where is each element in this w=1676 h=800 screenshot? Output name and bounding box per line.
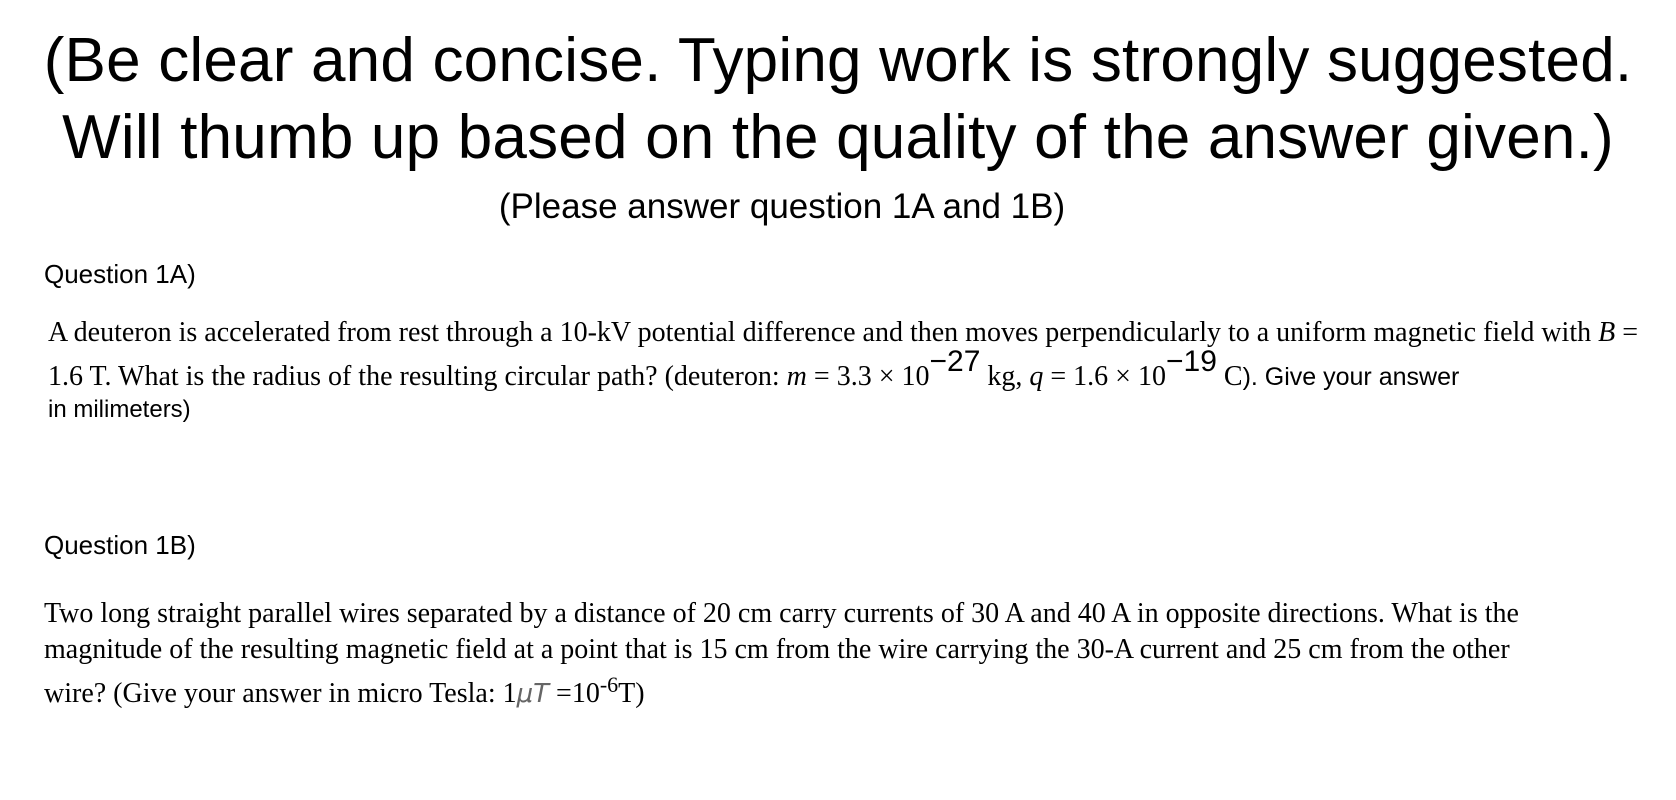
- banner-line-2: Will thumb up based on the quality of the answer given.): [62, 103, 1614, 172]
- micro-tesla-symbol: μT: [516, 679, 550, 709]
- instruction-subtitle: [0, 186, 1676, 228]
- question-1a-text: [48, 311, 1648, 425]
- q1a-text-part5: = 1.6 × 10: [1043, 361, 1166, 392]
- q1b-exponent: -6: [599, 671, 619, 697]
- instruction-text: (Please answer question 1A and 1B): [498, 187, 1066, 226]
- q1a-text-part2: = 1.6 T. What is the radius of the resulting circular path? (deuteron:: [48, 317, 1639, 392]
- q1b-line3-part3: T): [618, 678, 645, 709]
- instruction-banner: [0, 22, 1676, 176]
- question-1a-heading: Question 1A): [44, 259, 196, 289]
- banner-line-1: (Be clear and concise. Typing work is strongly suggested.: [43, 26, 1633, 95]
- q1a-text-part1: A deuteron is accelerated from rest through a 10-kV potential difference and then moves perpendicularly to a uniform magnetic field with: [48, 317, 1599, 348]
- question-1b-text: [44, 596, 1644, 712]
- q1a-exp-q: −19: [1165, 344, 1217, 378]
- q1b-line3-part1: wire? (Give your answer in micro Tesla: 1: [44, 678, 517, 709]
- q1b-line3-part2: =10: [549, 678, 600, 709]
- q1a-text-part6: C: [1216, 361, 1243, 392]
- q1a-text-part3: = 3.3 × 10: [806, 361, 930, 392]
- q1b-line-1: Two long straight parallel wires separated by a distance of 20 cm carry currents of 30 A and 40 A in opposite directions. What is the: [44, 598, 1519, 629]
- q1a-var-q: q: [1029, 361, 1044, 392]
- question-1b-heading: Question 1B): [44, 530, 196, 560]
- q1b-line-2: magnitude of the resulting magnetic field at a point that is 15 cm from the wire carrying the 30-A current and 25 cm from the other: [44, 634, 1510, 665]
- q1a-tail-line2: in milimeters): [48, 396, 191, 423]
- q1a-text-part4: kg,: [980, 361, 1030, 392]
- q1a-var-m: m: [786, 361, 807, 392]
- q1a-var-b: B: [1598, 317, 1616, 348]
- q1a-tail-line1: ). Give your answer: [1242, 363, 1460, 391]
- q1a-exp-m: −27: [929, 344, 981, 378]
- q1b-line-3: [44, 671, 1644, 712]
